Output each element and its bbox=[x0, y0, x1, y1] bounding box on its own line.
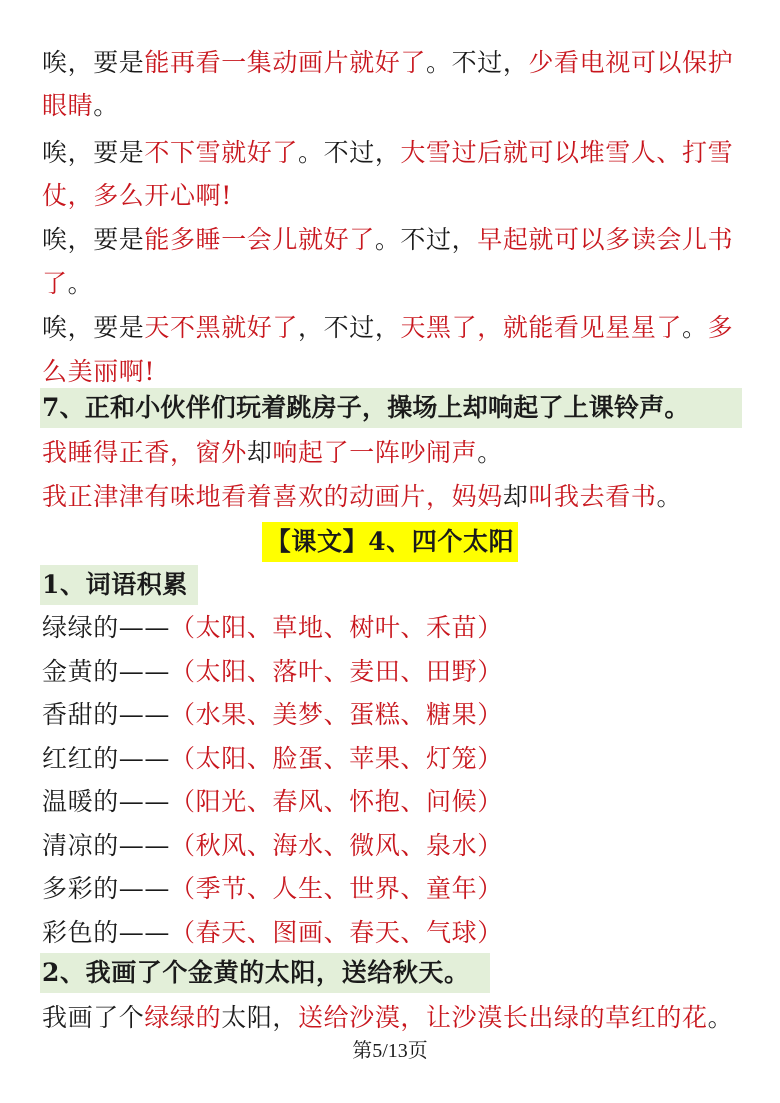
vocab-word: 红红的—— bbox=[42, 743, 171, 773]
text-segment: 我睡得正香，窗外 bbox=[42, 438, 247, 467]
text-segment: 却 bbox=[246, 438, 273, 467]
text-segment: 绿绿的 bbox=[144, 1003, 222, 1032]
text-segment: 唉，要是 bbox=[42, 225, 145, 254]
paragraph-line bbox=[42, 138, 742, 168]
text-segment: ，不过， bbox=[298, 313, 401, 342]
text-segment: 天黑了，就能看见星星了 bbox=[400, 313, 683, 342]
vocab-item bbox=[42, 700, 742, 730]
paragraph-line bbox=[42, 313, 742, 343]
text-segment: 眼睛 bbox=[42, 91, 94, 120]
text-segment: 不下雪就好了 bbox=[144, 138, 299, 167]
text-segment: 了 bbox=[42, 269, 68, 298]
paragraph-line bbox=[42, 269, 742, 299]
text-segment: 我正津津有味地看着喜欢的动画片，妈妈 bbox=[42, 482, 503, 511]
page-footer: 第5/13页 bbox=[352, 1040, 428, 1062]
text-segment: 。 bbox=[67, 269, 94, 298]
vocab-word: 香甜的—— bbox=[42, 700, 171, 729]
vocab-answer: （太阳、脸蛋、苹果、灯笼） bbox=[170, 743, 503, 773]
text-segment: 能再看一集动画片就好了 bbox=[144, 48, 427, 77]
vocab-word: 绿绿的—— bbox=[42, 613, 171, 642]
text-segment: 却 bbox=[502, 482, 529, 511]
vocab-item bbox=[42, 787, 742, 817]
vocab-item bbox=[42, 874, 742, 904]
vocab-item bbox=[42, 744, 742, 774]
text-segment: 响起了一阵吵闹声 bbox=[272, 438, 478, 467]
lesson-title-wrap bbox=[0, 522, 780, 562]
vocab-word: 彩色的—— bbox=[42, 917, 171, 947]
vocab-word: 温暖的—— bbox=[42, 787, 171, 816]
text-segment: 叫我去看书 bbox=[528, 482, 657, 511]
example-line bbox=[42, 438, 742, 468]
paragraph-line bbox=[42, 181, 742, 211]
text-segment: 。 bbox=[682, 313, 708, 342]
section1-heading: 1、词语积累 bbox=[42, 570, 188, 599]
text-segment: 多 bbox=[707, 313, 734, 342]
text-segment: 能多睡一会儿就好了 bbox=[144, 225, 375, 254]
vocab-answer: （水果、美梦、蛋糕、糖果） bbox=[170, 700, 503, 729]
vocab-item bbox=[42, 918, 742, 948]
text-segment: 。不过， bbox=[426, 48, 529, 77]
vocab-word: 多彩的—— bbox=[42, 874, 171, 903]
vocab-answer: （阳光、春风、怀抱、问候） bbox=[170, 787, 503, 816]
text-segment: 送给沙漠，让沙漠长出绿的草红的花 bbox=[298, 1003, 708, 1032]
paragraph-line bbox=[42, 91, 742, 121]
text-segment: 。 bbox=[707, 1003, 734, 1032]
text-segment: 太阳， bbox=[221, 1003, 299, 1032]
paragraph-line bbox=[42, 48, 742, 78]
text-segment: 。 bbox=[656, 482, 683, 511]
section7-heading: 7、正和小伙伴们玩着跳房子，操场上却响起了上课铃声。 bbox=[42, 393, 690, 422]
text-segment: 。 bbox=[93, 91, 119, 120]
vocab-item bbox=[42, 613, 742, 643]
text-segment: 。不过， bbox=[374, 225, 478, 254]
text-segment: 唉，要是 bbox=[42, 138, 145, 167]
text-segment: 。不过， bbox=[298, 138, 401, 167]
vocab-item bbox=[42, 831, 742, 861]
text-segment: 么美丽啊! bbox=[42, 357, 156, 386]
vocab-word: 清凉的—— bbox=[42, 830, 171, 860]
paragraph-line bbox=[42, 357, 742, 387]
vocab-answer: （太阳、落叶、麦田、田野） bbox=[170, 656, 503, 686]
text-segment: 唉，要是 bbox=[42, 48, 145, 77]
vocab-item bbox=[42, 657, 742, 687]
text-segment: 大雪过后就可以堆雪人、打雪 bbox=[400, 138, 734, 167]
section2-heading: 2、我画了个金黄的太阳，送给秋天。 bbox=[42, 958, 470, 987]
text-segment: 唉，要是 bbox=[42, 313, 145, 342]
vocab-answer: （太阳、草地、树叶、禾苗） bbox=[170, 613, 503, 642]
vocab-answer: （秋风、海水、微风、泉水） bbox=[170, 830, 503, 860]
text-segment: 早起就可以多读会儿书 bbox=[477, 225, 734, 254]
text-segment: 。 bbox=[477, 438, 503, 467]
text-segment: 仗，多么开心啊! bbox=[42, 181, 232, 210]
vocab-answer: （季节、人生、世界、童年） bbox=[170, 874, 503, 903]
paragraph-line bbox=[42, 225, 742, 255]
example-line bbox=[42, 482, 742, 512]
text-segment: 我画了个 bbox=[42, 1003, 145, 1032]
lesson-title: 【课文】4、四个太阳 bbox=[262, 522, 518, 562]
text-segment: 天不黑就好了 bbox=[144, 313, 299, 342]
text-segment: 少看电视可以保护 bbox=[528, 48, 734, 77]
vocab-answer: （春天、图画、春天、气球） bbox=[170, 917, 503, 947]
example-line bbox=[42, 1003, 742, 1033]
vocab-word: 金黄的—— bbox=[42, 656, 171, 686]
